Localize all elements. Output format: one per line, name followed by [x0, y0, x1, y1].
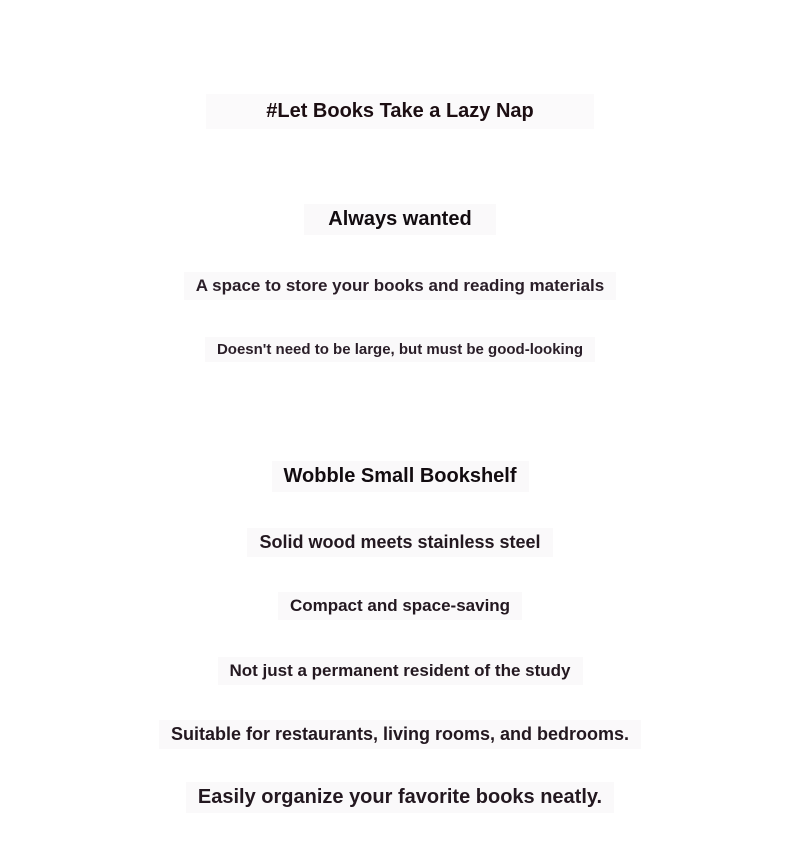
heading-text: Wobble Small Bookshelf: [272, 461, 529, 492]
feature-line: [0, 592, 800, 620]
heading-text: Always wanted: [304, 204, 495, 235]
hashtag-title: [0, 94, 800, 129]
hashtag-text: #Let Books Take a Lazy Nap: [206, 94, 594, 129]
description-line: [0, 272, 800, 300]
description-text: Doesn't need to be large, but must be good-looking: [205, 337, 595, 362]
feature-text: Compact and space-saving: [278, 592, 522, 620]
feature-line: [0, 657, 800, 685]
feature-line: [0, 528, 800, 557]
feature-text: Easily organize your favorite books neatly.: [186, 782, 614, 813]
section-heading-always-wanted: [0, 204, 800, 235]
feature-line: [0, 782, 800, 813]
feature-text: Solid wood meets stainless steel: [247, 528, 552, 557]
feature-line: [0, 720, 800, 749]
description-text: A space to store your books and reading materials: [184, 272, 616, 300]
feature-text: Suitable for restaurants, living rooms, and bedrooms.: [159, 720, 641, 749]
description-line: [0, 337, 800, 362]
feature-text: Not just a permanent resident of the study: [218, 657, 583, 685]
product-name-heading: [0, 461, 800, 492]
